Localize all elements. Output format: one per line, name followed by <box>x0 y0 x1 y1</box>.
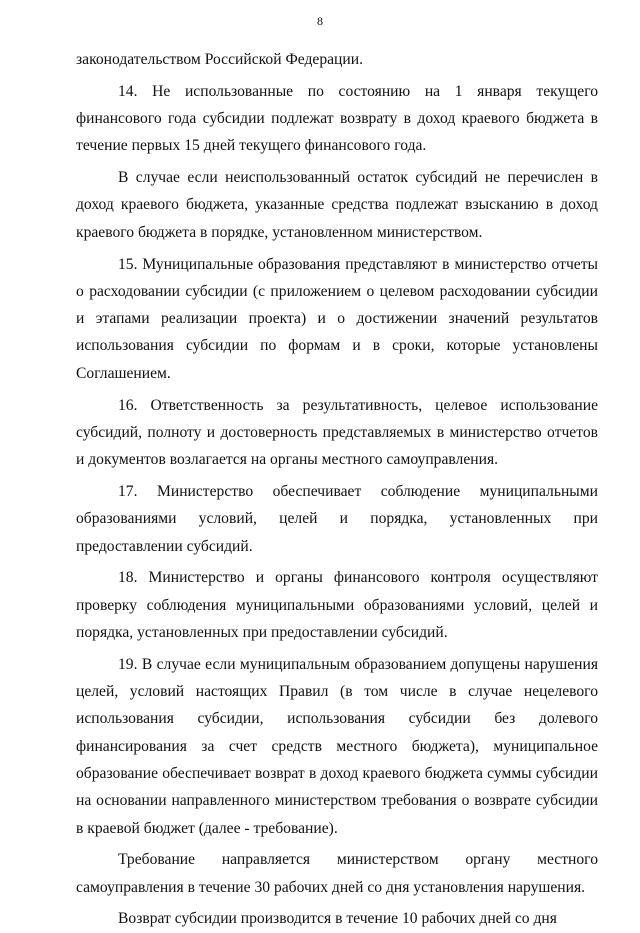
paragraph-continuation: законодательством Российской Федерации. <box>76 51 363 68</box>
paragraph-19-return: Возврат субсидии производится в течение 10 рабочих дней со дня <box>118 910 557 928</box>
page-number: 8 <box>317 14 323 28</box>
paragraph-14: 14. Не использованные по состоянию на 1 января текущего финансового года субсидии подлежат возврату в доход краевого бюджета в течение первых 15 дней текущего финансового года. <box>76 82 598 155</box>
paragraph-19: 19. В случае если муниципальным образованием допущены нарушения целей, условий настоящих Правил (в том числе в случае нецелевого использования субсидии, использования субсидии без долевого финансирования за счет средств местного бюджета), муниципальное образование обеспечивает возврат в доход краевого бюджета суммы субсидии на основании направленного министерством требования о возврате субсидии в краевой бюджет (далее - требование). <box>76 655 598 837</box>
paragraph-17: 17. Министерство обеспечивает соблюдение муниципальными образованиями условий, целей и порядка, установленных при предоставлении субсидий. <box>76 482 598 555</box>
paragraph-15: 15. Муниципальные образования представляют в министерство отчеты о расходовании субсидии (с приложением о целевом расходовании субсидии и этапами реализации проекта) и о достижении значений результатов использования субсидии по формам и в сроки, которые установлены Соглашением. <box>76 255 598 382</box>
document-body <box>76 46 598 933</box>
paragraph-19-demand: Требование направляется министерством органу местного самоуправления в течение 30 рабочих дней со дня установления нарушения. <box>76 851 598 896</box>
paragraph-18: 18. Министерство и органы финансового контроля осуществляют проверку соблюдения муниципальными образованиями условий, целей и порядка, установленных при предоставлении субсидий. <box>76 569 598 641</box>
paragraph-16: 16. Ответственность за результативность, целевое использование субсидий, полноту и достоверность представляемых в министерство отчетов и документов возлагается на органы местного самоуправления. <box>76 396 598 469</box>
paragraph-14-remainder: В случае если неиспользованный остаток субсидий не перечислен в доход краевого бюджета, указанные средства подлежат взысканию в доход краевого бюджета в порядке, установленном министерством. <box>76 169 598 241</box>
